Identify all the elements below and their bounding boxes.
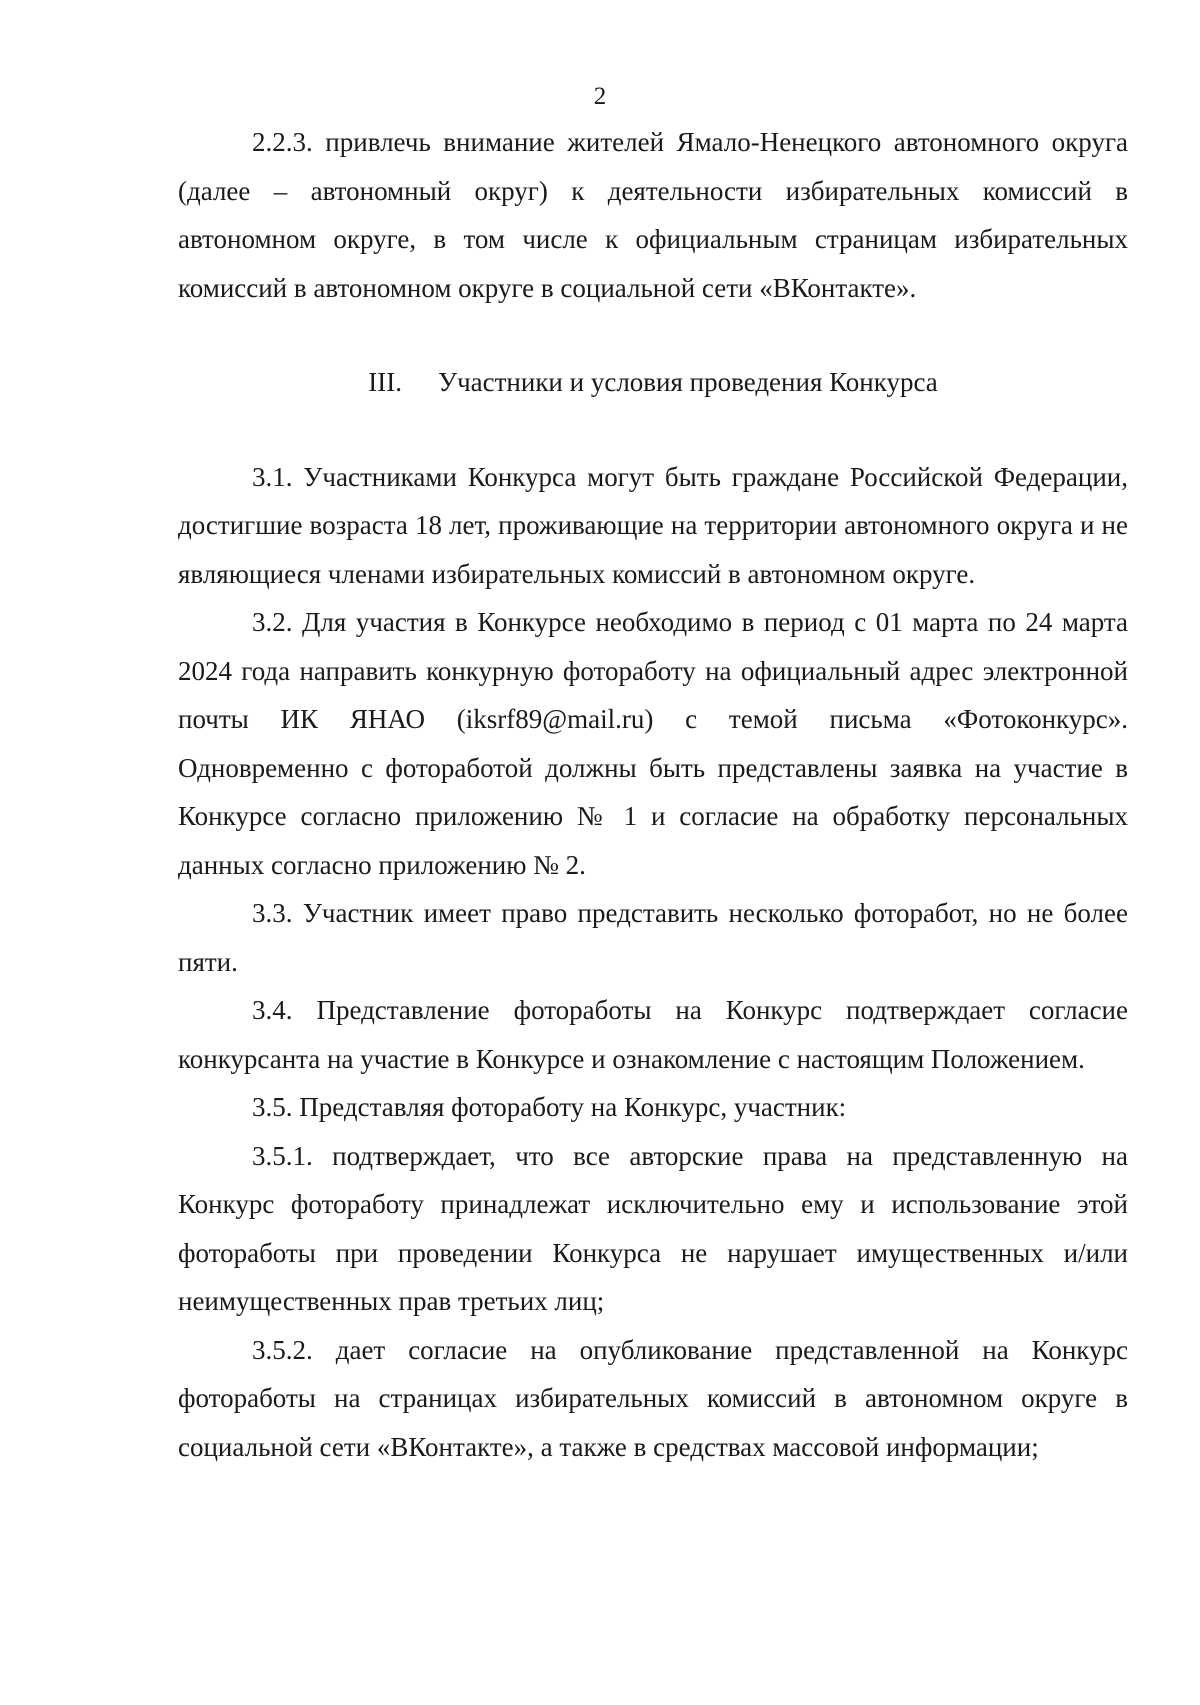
- paragraph-3-3: 3.3. Участник имеет право представить несколько фоторабот, но не более пяти.: [178, 898, 1128, 977]
- document-body: [178, 118, 1128, 1471]
- spacer: [178, 312, 1128, 358]
- section-title: Участники и условия проведения Конкурса: [437, 367, 938, 397]
- section-number: III.: [368, 367, 402, 397]
- paragraph-3-5-1: 3.5.1. подтверждает, что все авторские права на представленную на Конкурс фотоработу принадлежат исключительно ему и использование этой фотоработы при проведении Конкурса не нарушает имущественных и/или неимущественных прав третьих лиц;: [178, 1140, 1128, 1316]
- paragraph-3-2: 3.2. Для участия в Конкурсе необходимо в период с 01 марта по 24 марта 2024 года направить конкурную фотоработу на официальный адрес электронной почты ИК ЯНАО (iksrf89@mail.ru) с темой письма «Фотоконкурс». Одновременно с фотоработой должны быть представлены заявка на участие в Конкурсе согласно приложению № 1 и согласие на обработку персональных данных согласно приложению № 2.: [178, 607, 1128, 880]
- paragraph-3-4: 3.4. Представление фотоработы на Конкурс подтверждает согласие конкурсанта на участие в Конкурсе и ознакомление с настоящим Положением.: [178, 995, 1128, 1074]
- page-number: 2: [593, 83, 607, 110]
- paragraph-3-1: 3.1. Участниками Конкурса могут быть граждане Российской Федерации, достигшие возраста 18 лет, проживающие на территории автономного округа и не являющиеся членами избирательных комиссий в автономном округе.: [178, 461, 1128, 589]
- paragraph-3-5-2: 3.5.2. дает согласие на опубликование представленной на Конкурс фотоработы на страницах избирательных комиссий в автономном округе в социальной сети «ВКонтакте», а также в средствах массовой информации;: [178, 1334, 1128, 1462]
- section-heading: [178, 358, 1128, 407]
- paragraph-2-2-3: 2.2.3. привлечь внимание жителей Ямало-Ненецкого автономного округа (далее – автономный округ) к деятельности избирательных комиссий в автономном округе, в том числе к официальным страницам избирательных комиссий в автономном округе в социальной сети «ВКонтакте».: [178, 127, 1128, 303]
- paragraph-3-5: 3.5. Представляя фотоработу на Конкурс, участник:: [252, 1092, 847, 1122]
- spacer: [178, 407, 1128, 453]
